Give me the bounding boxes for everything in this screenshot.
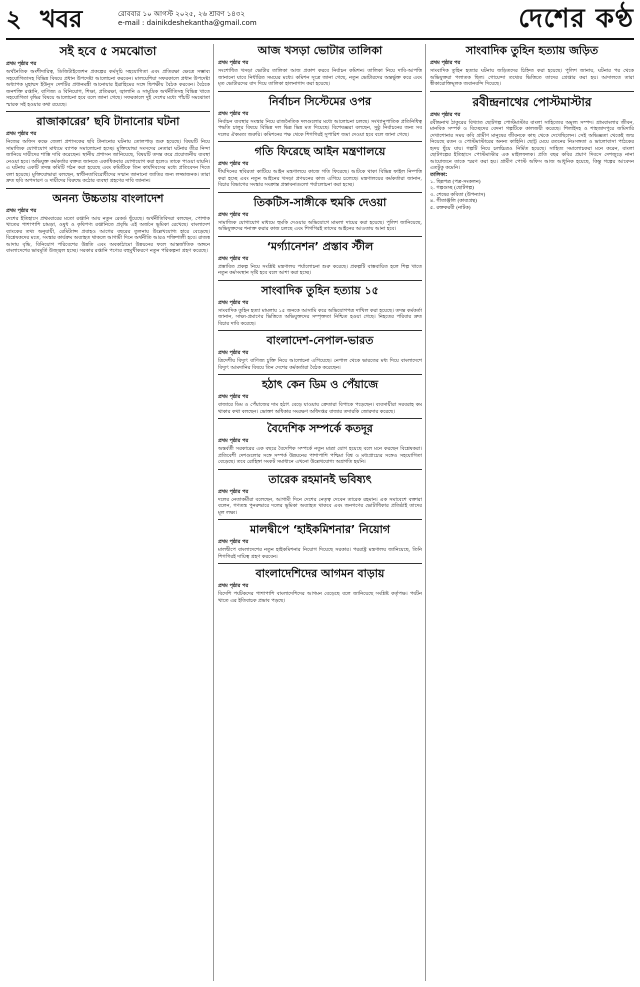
article xyxy=(218,567,422,604)
column-divider xyxy=(213,44,214,981)
article xyxy=(6,115,210,185)
masthead: দেশের কণ্ঠ xyxy=(518,4,634,34)
divider xyxy=(218,280,422,281)
article-byline: প্রথম পৃষ্ঠার পর xyxy=(218,60,249,66)
article-byline: প্রথম পৃষ্ঠার পর xyxy=(218,110,249,117)
article-headline: মালদ্বীপে ‘হাইকমিশনার’ নিয়োগ xyxy=(249,523,391,536)
article-body: দলের নেতাকর্মীরা বলেছেন, আগামী দিনে দেশের নেতৃত্ব দেবেন তারেক রহমান। এক সমাবেশে বক্তারা বলেন, গণতন্ত্র পুনরুদ্ধারে দলের ভূমিকা অব্যাহত থাকবে এবং জনগণের ভোটাধিকার প্রতিষ্ঠাই তাদের মূল লক্ষ্য। xyxy=(218,496,422,516)
article-body: সাংবাদিক তুহিন হত্যার ঘটনায় জড়িতদের চিহ্নিত করা হয়েছে। পুলিশ জানায়, ঘটনার পর থেকে অভিযুক্তরা পলাতক ছিল। গোয়েন্দা তথ্যের ভিত্তিতে তাদের গ্রেপ্তার করা হয়। আদালতে তারা স্বীকারোক্তিমূলক জবানবন্দি দিয়েছে। xyxy=(430,68,634,87)
article-headline: ‘মর্গ্যানেশন’ প্রস্তাব স্টীল xyxy=(266,239,374,253)
article-body: বিদেশি পর্যটকদের পাশাপাশি বাংলাদেশিদের আগমন বেড়েছে বলে জানিয়েছে সংশ্লিষ্ট কর্তৃপক্ষ। পর্যটন খাতে এর ইতিবাচক প্রভাব পড়ছে। xyxy=(218,591,422,604)
article-body: সাংবাদিক তুহিন হত্যা মামলায় ১৫ জনকে আসামি করে অভিযোগপত্র দাখিল করা হয়েছে। তদন্ত কর্মকর্তা জানান, সাক্ষ্য-প্রমাণের ভিত্তিতে অভিযুক্তদের সম্পৃক্ততা নিশ্চিত হওয়া গেছে। নিহতের পরিবার দ্রুত বিচার দাবি করেছে। xyxy=(218,307,422,327)
divider xyxy=(218,330,422,331)
article xyxy=(218,378,422,415)
article-byline: প্রথম পৃষ্ঠার পর xyxy=(218,211,249,218)
article-headline: সই হবে ৫ সমঝোতা xyxy=(59,44,157,58)
article-byline: প্রথম পৃষ্ঠার পর xyxy=(218,539,249,545)
article xyxy=(430,44,634,88)
column-1 xyxy=(6,44,210,983)
column-3 xyxy=(430,44,634,983)
article-headline: বৈদেশিক সম্পর্কে কতদূর xyxy=(267,422,373,435)
section-title: খবর xyxy=(40,5,83,33)
divider xyxy=(430,91,634,92)
article-body: নির্বাচন ব্যবস্থার সংস্কার নিয়ে রাজনৈতিক দলগুলোর মধ্যে আলোচনা চলছে। সংখ্যানুপাতিক প্রতিনিধিত্ব পদ্ধতি চালুর বিষয়ে বিভিন্ন দল ভিন্ন ভিন্ন মত দিয়েছে। বিশেষজ্ঞরা বলছেন, সুষ্ঠু নির্বাচনের জন্য সব দলের ঐকমত্য জরুরি। কমিশনের পক্ষ থেকে শিগগিরই সুপারিশ জমা দেওয়া হবে বলে জানা গেছে। xyxy=(218,118,422,138)
article-headline: রাজাকারের’ ছবি টানানোর ঘটনা xyxy=(36,115,180,128)
article xyxy=(218,44,422,88)
article-headline: রবীন্দ্রনাথের পোস্টমাস্টার xyxy=(472,94,592,109)
article-body: ত্রিদেশীয় বিদ্যুৎ বাণিজ্য চুক্তি নিয়ে আলোচনা এগিয়েছে। নেপাল থেকে ভারতের মধ্য দিয়ে বাংলাদেশে বিদ্যুৎ আমদানির বিষয়ে তিন দেশের কর্মকর্তারা বৈঠক করেছেন। xyxy=(218,358,422,371)
column-divider xyxy=(425,44,426,981)
article xyxy=(218,240,422,277)
article-byline: প্রথম পৃষ্ঠার পর xyxy=(218,161,249,167)
article-byline: প্রথম পৃষ্ঠার পর xyxy=(430,60,461,66)
article-body: রবীন্দ্রনাথ ঠাকুরের বিখ্যাত ছোটগল্প পোস্টমাস্টার বাংলা সাহিত্যের অমূল্য সম্পদ। গ্রামবাংলার জীবন, মানবিক সম্পর্ক ও বিচ্ছেদের বেদনা গল্পটিকে কালজয়ী করেছে। শিলাইদহ ও শাহজাদপুরে জমিদারি দেখাশোনার সময় কবি গ্রামীণ মানুষের জীবনকে কাছ থেকে দেখেছিলেন। সেই অভিজ্ঞতা থেকেই জন্ম নিয়েছে রতন ও পোস্টমাস্টারের অনন্য কাহিনি। ছোট্ট মেয়ে রতনের নিঃসঙ্গতা ও ভালোবাসা পাঠকের হৃদয় ছুঁয়ে যায়। গল্পটি নিয়ে চলচ্চিত্রও নির্মিত হয়েছে। সাহিত্য সমালোচকরা মনে করেন, বাংলা ছোটগল্পের ইতিহাসে পোস্টমাস্টার এক মাইলফলক। প্রতি বছর কবির প্রয়াণ দিবসে দেশজুড়ে নানা আয়োজনে তাকে স্মরণ করা হয়। গ্রামীণ পোস্ট অফিস আজ আধুনিক হয়েছে, কিন্তু গল্পের আবেদন এতটুকু কমেনি। xyxy=(430,119,634,171)
list-item: ২. গল্পগুচ্ছ (ছোটগল্প) xyxy=(430,185,475,191)
divider xyxy=(6,188,210,189)
article-body: বাজারে ডিম ও পেঁয়াজের দাম হঠাৎ বেড়ে যাওয়ায় ক্রেতারা বিপাকে পড়েছেন। ব্যবসায়ীরা সরবরাহ কম থাকার কথা বলছেন। ভোক্তা অধিকার সংরক্ষণ অধিদপ্তর বাজার তদারকি জোরদার করেছে। xyxy=(218,402,422,415)
list-item: ৩. শেষের কবিতা (উপন্যাস) xyxy=(430,191,486,198)
divider xyxy=(218,91,422,92)
article-headline: অনন্য উচ্চতায় বাংলাদেশ xyxy=(52,191,164,205)
header-meta xyxy=(118,10,257,28)
article-headline: বাংলাদেশিদের আগমন বাড়ায় xyxy=(255,567,385,580)
article-headline: হঠাৎ কেন ডিম ও পেঁয়াজে xyxy=(261,378,379,391)
date-line: রোববার ১০ আগস্ট ২০২৫, ২৬ শ্রাবণ ১৪৩২ xyxy=(118,10,245,18)
list-title: তালিকা: xyxy=(430,171,448,178)
divider xyxy=(218,519,422,520)
article-body: মালদ্বীপে বাংলাদেশের নতুন হাইকমিশনার নিয়োগ দিয়েছে সরকার। পররাষ্ট্র মন্ত্রণালয় জানিয়েছে, তিনি শিগগিরই দায়িত্ব গ্রহণ করবেন। xyxy=(218,547,422,560)
article-body: দীর্ঘদিনের স্থবিরতা কাটিয়ে আইন মন্ত্রণালয়ে কাজে গতি ফিরেছে। আটকে থাকা বিভিন্ন ফাইল নিষ্পত্তি করা হচ্ছে এবং নতুন আইনের খসড়া প্রণয়নের কাজ এগিয়ে চলেছে। মন্ত্রণালয়ের কর্মকর্তারা জানান, বিচার বিভাগের সংস্কার সংক্রান্ত প্রস্তাবনাগুলো পর্যালোচনা করা হচ্ছে। xyxy=(218,169,422,188)
article xyxy=(218,473,422,517)
article xyxy=(6,44,210,108)
divider xyxy=(6,111,210,112)
article-byline: প্রথম পৃষ্ঠার পর xyxy=(430,111,461,118)
article-byline: প্রথম পৃষ্ঠার পর xyxy=(6,61,37,67)
divider xyxy=(218,418,422,419)
divider xyxy=(218,236,422,237)
divider xyxy=(218,374,422,375)
article-byline: প্রথম পৃষ্ঠার পর xyxy=(218,438,249,444)
article-body: সামাজিক যোগাযোগ মাধ্যমে হুমকি দেওয়ার অভিযোগে মামলা দায়ের করা হয়েছে। পুলিশ জানিয়েছে, অভিযুক্তদের শনাক্ত করার কাজ চলছে এবং শিগগিরই তাদের আইনের আওতায় আনা হবে। xyxy=(218,219,422,232)
page-number: ২ xyxy=(6,5,22,33)
divider xyxy=(218,469,422,470)
list-item: ৫. রক্তকরবী (নাটক) xyxy=(430,204,471,211)
article-body: অন্তর্বর্তী সরকারের এক বছরে বৈদেশিক সম্পর্কে নতুন মাত্রা যোগ হয়েছে বলে মনে করছেন বিশ্লেষকরা। প্রতিবেশী দেশগুলোর সঙ্গে সম্পর্ক উন্নয়নের পাশাপাশি পশ্চিমা বিশ্ব ও মধ্যপ্রাচ্যের সঙ্গেও সহযোগিতা বেড়েছে। তবে রোহিঙ্গা সংকট সমাধানে এখনো উল্লেখযোগ্য অগ্রগতি হয়নি। xyxy=(218,446,422,465)
article-body: দেশের ইতিহাসে প্রথমবারের মতো রপ্তানি আয় নতুন রেকর্ড ছুঁয়েছে। অর্থনীতিবিদরা বলছেন, পোশাক খাতের পাশাপাশি চামড়া, ওষুধ ও কৃষিপণ্য রপ্তানিতে প্রবৃদ্ধি এই অর্জনে ভূমিকা রেখেছে। বাংলাদেশ ব্যাংকের তথ্য অনুযায়ী, রেমিট্যান্স প্রবাহও আগের বছরের তুলনায় উল্লেখযোগ্য হারে বেড়েছে। বিশ্লেষকদের মতে, সংস্কার কার্যক্রম অব্যাহত থাকলে আগামী দিনে অর্থনীতি আরও শক্তিশালী হবে। রাজস্ব আদায় বৃদ্ধি, বিনিয়োগ পরিবেশের উন্নতি এবং অবকাঠামো উন্নয়নের ফলে আন্তর্জাতিক অঙ্গনে বাংলাদেশের ভাবমূর্তি উজ্জ্বল হচ্ছে। সরকার রপ্তানি পণ্যের বহুমুখীকরণে নতুন পরিকল্পনা গ্রহণ করেছে। xyxy=(6,215,210,254)
article-byline: প্রথম পৃষ্ঠার পর xyxy=(218,394,249,400)
list-item: ১. ছিন্নপত্র (পত্র-সংকলন) xyxy=(430,178,481,185)
article-headline: আজ খসড়া ভোটার তালিকা xyxy=(257,44,383,57)
article-body: সংশোধিত খসড়া ভোটার তালিকা আজ প্রকাশ করবে নির্বাচন কমিশন। তালিকা নিয়ে দাবি-আপত্তি জানানো যাবে নির্ধারিত সময়ের মধ্যে। কমিশন সূত্রে জানা গেছে, নতুন ভোটারদের অন্তর্ভুক্ত করে এবং মৃত ভোটারদের বাদ দিয়ে তালিকা হালনাগাদ করা হয়েছে। xyxy=(218,68,422,87)
divider xyxy=(218,563,422,564)
article xyxy=(218,145,422,189)
divider xyxy=(218,141,422,142)
article-headline: সাংবাদিক তুহিন হত্যায় ১৫ xyxy=(261,283,379,297)
article-body: অর্থনৈতিক অংশীদারিত্ব, ডিজিটাইজেশন প্রকল্পের কর্মসূচি সহযোগিতা এবং প্রতিরক্ষা ক্ষেত্রে সম্ভাব্য সহযোগিতাসহ বিভিন্ন বিষয়ে প্রধান উপদেষ্টা আলোচনা করবেন। মালয়েশিয়া সফরকালে প্রধান উপদেষ্টা অধ্যাপক মুহাম্মদ ইউনূস দেশটির প্রধানমন্ত্রী আনোয়ার ইব্রাহিমের সঙ্গে দ্বিপক্ষীয় বৈঠক করবেন। বৈঠকে জনশক্তি রপ্তানি, বাণিজ্য ও বিনিয়োগ, শিক্ষা, প্রতিরক্ষা, জ্বালানি ও সামুদ্রিক অর্থনীতিসহ বিভিন্ন খাতে সহযোগিতা বৃদ্ধির বিষয়ে আলোচনা হবে বলে জানা গেছে। সফরকালে দুই দেশের মধ্যে পাঁচটি সমঝোতা স্মারক সই হওয়ার কথা রয়েছে। xyxy=(6,69,210,108)
article xyxy=(218,95,422,139)
article-byline: প্রথম পৃষ্ঠার পর xyxy=(218,299,249,306)
article xyxy=(218,334,422,371)
article-headline: গতি ফিরেছে আইন মন্ত্রণালয়ে xyxy=(254,145,386,158)
article xyxy=(218,422,422,466)
article-byline: প্রথম পৃষ্ঠার পর xyxy=(218,255,249,262)
article-byline: প্রথম পৃষ্ঠার পর xyxy=(6,131,37,137)
article-byline: প্রথম পৃষ্ঠার পর xyxy=(218,488,249,495)
article-body: নিজের অফিস কক্ষে জেলা প্রশাসকের ছবি টানানোর ঘটনায় তোলপাড় শুরু হয়েছে। বিষয়টি নিয়ে সামাজিক যোগাযোগ মাধ্যমে ব্যাপক সমালোচনা হচ্ছে। মুক্তিযোদ্ধা সংসদের নেতারা ঘটনার তীব্র নিন্দা জানিয়ে দায়ীদের শাস্তি দাবি করেছেন। স্থানীয় প্রশাসন জানিয়েছে, বিষয়টি তদন্ত করে প্রয়োজনীয় ব্যবস্থা নেওয়া হবে। অভিযুক্ত কর্মকর্তার বক্তব্য জানতে একাধিকবার যোগাযোগ করা হলেও তাকে পাওয়া যায়নি। এ ঘটনায় একটি তদন্ত কমিটি গঠন করা হয়েছে এবং কমিটিকে তিন কার্যদিবসের মধ্যে প্রতিবেদন দিতে বলা হয়েছে। মুক্তিযোদ্ধারা বলছেন, স্বাধীনতাবিরোধীদের সম্মান জানানো জাতির জন্য লজ্জাজনক। তারা দ্রুত ছবি অপসারণ ও দায়ীদের বিরুদ্ধে কঠোর ব্যবস্থা গ্রহণের দাবি জানান। xyxy=(6,139,210,184)
page-header xyxy=(6,4,634,40)
article-headline: তারেক রহমানই ভবিষ্যৎ xyxy=(268,472,372,486)
article xyxy=(430,95,634,212)
article xyxy=(6,192,210,255)
divider xyxy=(218,192,422,193)
list-item: ৪. গীতাঞ্জলি (কাব্যগ্রন্থ) xyxy=(430,198,478,204)
article xyxy=(218,284,422,328)
article-byline: প্রথম পৃষ্ঠার পর xyxy=(218,583,249,589)
email-line: e-mail : dainikdeshekantha@gmail.com xyxy=(118,19,257,27)
article-headline: নির্বাচন সিস্টেমের ওপর xyxy=(268,94,372,108)
column-2 xyxy=(218,44,422,983)
article xyxy=(218,196,422,233)
article-body: প্রস্তাবিত প্রকল্প নিয়ে সংশ্লিষ্ট মন্ত্রণালয় পর্যালোচনা শুরু করেছে। প্রকল্পটি বাস্তবায়িত হলে শিল্প খাতে নতুন কর্মসংস্থান সৃষ্টি হবে বলে আশা করা হচ্ছে। xyxy=(218,263,422,276)
article xyxy=(218,523,422,560)
article-byline: প্রথম পৃষ্ঠার পর xyxy=(6,207,37,214)
article-headline: বাংলাদেশ-নেপাল-ভারত xyxy=(266,334,374,347)
article-headline: সাংবাদিক তুহিন হত্যায় জড়িত xyxy=(465,44,599,57)
article-headline: তিকটিস-সাঙ্গীকে হুমকি দেওয়া xyxy=(253,195,387,209)
article-byline: প্রথম পৃষ্ঠার পর xyxy=(218,350,249,356)
